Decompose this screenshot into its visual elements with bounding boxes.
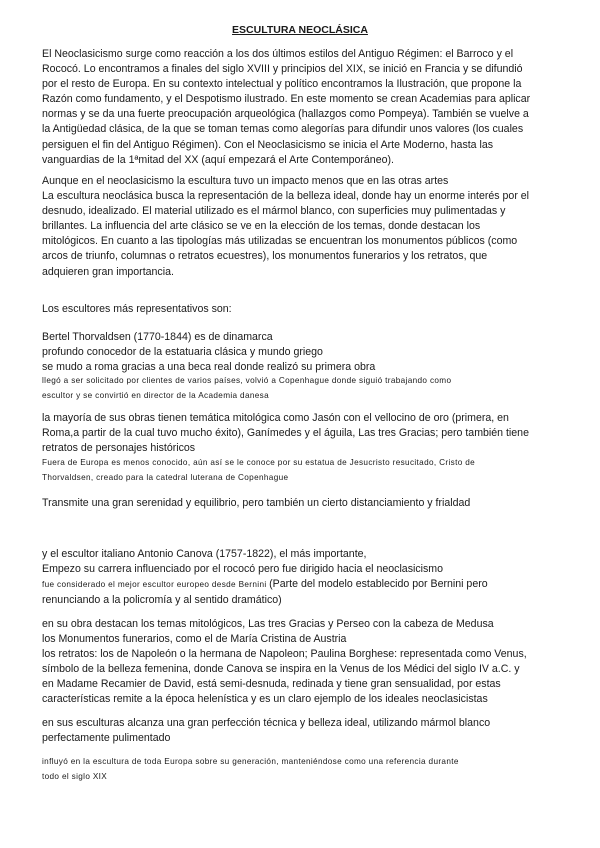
thorvaldsen-intro [42,330,562,375]
paragraph-line: La escultura neoclásica busca la representación de la belleza ideal, donde hay un enorme interés por el [42,190,530,203]
canova-influence-note [42,755,562,784]
paragraph-line: se mudo a roma gracias a una beca real donde realizó su primera obra [42,361,376,374]
note-line: llegó a ser solicitado por clientes de varios países, volvió a Copenhague donde siguió trabajando como [42,376,452,385]
paragraph-line: en Madame Recamier de David, está semi-desnuda, redinada y tiene gran sensualidad, por estas [42,678,501,691]
note-line: Thorvaldsen, creado para la catedral luterana de Copenhague [42,472,289,482]
paragraph-line: brillantes. La influencia del arte clásico se ve en la elección de los temas, donde destacan los [42,220,481,233]
intro-paragraph [42,47,562,168]
note-fragment: fue considerado el mejor escultor europeo desde Bernini [42,580,270,590]
paragraph-line: desnudo, idealizado. El material utilizado es el mármol blanco, con superficies muy pulimentadas y [42,205,506,218]
paragraph-line: y el escultor italiano Antonio Canova (1757-1822), el más importante, [42,548,367,560]
paragraph-line: mitológicos. En cuanto a las tipologías más utilizadas se encuentran los monumentos públicos (como [42,235,518,248]
thorvaldsen-style [42,496,562,511]
paragraph-line: la Antigüedad clásica, de la que se toman temas como alegorías para difundir unos valores (los cuales [42,123,524,136]
paragraph-line: Razón como fundamento, y el Despotismo ilustrado. En este momento se crean Academias para aplicar [42,93,531,106]
thorvaldsen-note [42,374,562,403]
document-title: ESCULTURA NEOCLÁSICA [232,24,368,36]
paragraph-line: símbolo de la belleza femenina, donde Canova se inspira en la Venus de los Médici del siglo IV a.C. y [42,663,520,676]
note-line: influyó en la escultura de toda Europa sobre su generación, manteniéndose como una referencia durante [42,757,459,766]
sculpture-paragraph [42,174,562,280]
thorvaldsen-works-note [42,456,562,485]
sculptors-heading [42,302,562,317]
paragraph-line: persiguen el fin del Antiguo Régimen). Con el Neoclasicismo se inicia el Arte Moderno, hasta las [42,138,494,151]
paragraph-line: normas y se da una fuerte preocupación arqueológica (hallazgos como Pompeya). También se vuelve a [42,108,529,121]
paragraph-line: adquieren gran importancia. [42,265,174,278]
paragraph-fragment: (Parte del modelo establecido por Bernini pero [269,578,488,591]
paragraph-line: los Monumentos funerarios, como el de María Cristina de Austria [42,633,347,646]
paragraph-line: Aunque en el neoclasicismo la escultura tuvo un impacto menos que en las otras artes [42,175,449,187]
canova-intro [42,547,562,608]
canova-technique [42,716,562,746]
paragraph-line: El Neoclasicismo surge como reacción a los dos últimos estilos del Antiguo Régimen: el Barroco y el [42,48,514,60]
paragraph-line: en sus esculturas alcanza una gran perfección técnica y belleza ideal, utilizando mármol blanco [42,717,491,729]
canova-works [42,617,562,708]
note-line: todo el siglo XIX [42,771,108,781]
thorvaldsen-works [42,411,562,456]
paragraph-line: Bertel Thorvaldsen (1770-1844) es de dinamarca [42,331,273,343]
paragraph-line: Empezo su carrera influenciado por el rococó pero fue dirigido hacia el neoclasicismo [42,563,444,576]
paragraph-line: Transmite una gran serenidad y equilibrio, pero también un cierto distanciamiento y frialdad [42,497,471,509]
paragraph-line: por el resto de Europa. En su contexto intelectual y político encontramos la Ilustración, que propone la [42,78,522,91]
note-line: Fuera de Europa es menos conocido, aún así se le conoce por su estatua de Jesucristo resucitado, Cristo de [42,458,476,467]
paragraph-line: profundo conocedor de la estatuaria clásica y mundo griego [42,346,323,359]
heading-line: Los escultores más representativos son: [42,303,232,315]
note-line: escultor y se convirtió en director de la Academia danesa [42,390,270,400]
paragraph-line: arcos de triunfo, columnas o retratos ecuestres), los monumentos funerarios y los retratos, que [42,250,488,263]
paragraph-line: la mayoría de sus obras tienen temática mitológica como Jasón con el vellocino de oro (primera, en [42,412,509,424]
paragraph-line: Roma,a partir de la cual tuvo mucho éxito), Ganímedes y el águila, Las tres Gracias; pero también tiene [42,427,529,440]
paragraph-line: renunciando a la policromía y al sentido dramático) [42,593,282,606]
paragraph-line mixed-line [42,577,562,593]
paragraph-line: retratos de personajes históricos [42,442,196,455]
paragraph-line: los retratos: los de Napoleón o la hermana de Napoleon; Paulina Borghese: representada como Venus, [42,648,527,661]
paragraph-line: Rococó. Lo encontramos a finales del siglo XVIII y principios del XIX, se inició en Francia y se difundió [42,63,523,76]
paragraph-line: perfectamente pulimentado [42,732,171,745]
paragraph-line: en su obra destacan los temas mitológicos, Las tres Gracias y Perseo con la cabeza de Medusa [42,618,494,630]
paragraph-line: características remite a la época helenística y es un claro ejemplo de los ideales neoclasicistas [42,693,488,706]
paragraph-line: vanguardias de la 1ªmitad del XX (aquí empezará el Arte Contemporáneo). [42,153,394,166]
